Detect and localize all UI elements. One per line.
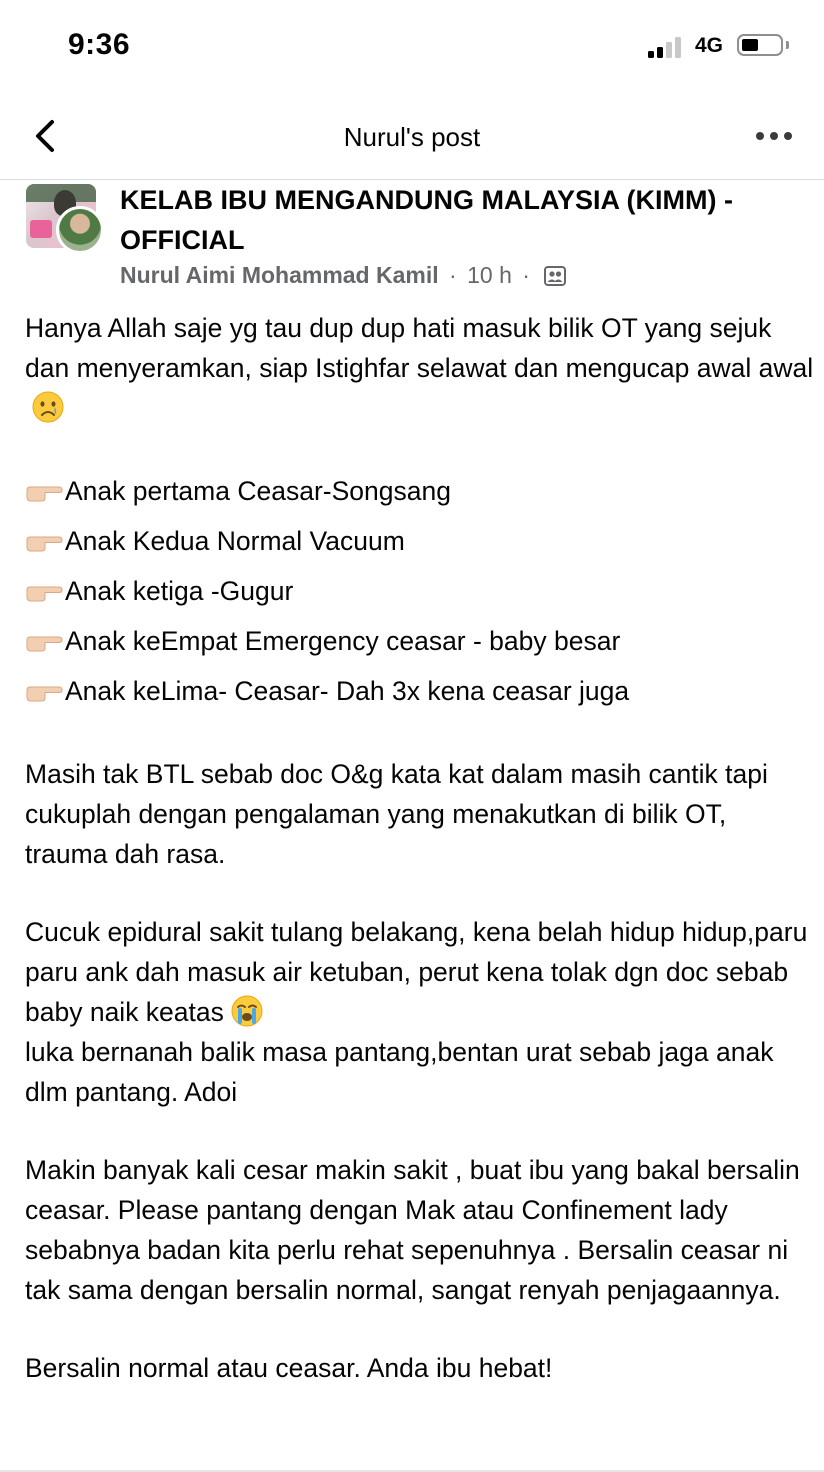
author-name-link[interactable]: Nurul Aimi Mohammad Kamil [120,262,439,288]
list-item-text: Anak keEmpat Emergency ceasar - baby besar [65,626,621,656]
author-avatar[interactable] [56,206,104,254]
list-item [25,516,815,566]
pointing-hand-icon [25,581,63,603]
post-paragraph: luka bernanah balik masa pantang,bentan urat sebab jaga anak dlm pantang. Adoi [25,1037,774,1107]
list-item-text: Anak pertama Ceasar-Songsang [65,476,451,506]
post-intro [25,308,815,428]
list-item-text: Anak ketiga -Gugur [65,576,294,606]
post-paragraph: Masih tak BTL sebab doc O&g kata kat dalam masih cantik tapi cukuplah dengan pengalaman yang menakutkan di bilik OT, trauma dah rasa. [25,759,768,869]
meta-separator: · [449,262,457,288]
list-item [25,616,815,666]
crying-face-icon [31,390,65,424]
battery-tip [786,41,789,49]
post-paragraph: Bersalin normal atau ceasar. Anda ibu hebat! [25,1353,553,1383]
post-time[interactable]: 10 h [467,262,512,288]
post-paragraph [25,912,815,1032]
status-time: 9:36 [68,28,131,61]
list-item [25,666,815,716]
pointing-hand-icon [25,481,63,503]
post-paragraph: Makin banyak kali cesar makin sakit , buat ibu yang bakal bersalin ceasar. Please pantang dengan Mak atau Confinement lady sebabnya badan kita perlu rehat sepenuhnya . Bersalin ceasar ni tak sama dengan bersalin normal, sangat renyah penjagaannya. [25,1155,800,1305]
group-members-icon [544,266,566,286]
loudly-crying-face-icon [230,994,264,1028]
list-item [25,466,815,516]
post-body [25,308,815,1388]
list-item [25,566,815,616]
pointing-hand-icon [25,531,63,553]
group-name-link[interactable]: KELAB IBU MENGANDUNG MALAYSIA (KIMM) - OFFICIAL [120,185,733,255]
pointing-hand-icon [25,631,63,653]
more-options-button[interactable] [756,130,794,142]
post-paragraph-text: Cucuk epidural sakit tulang belakang, kena belah hidup hidup,paru paru ank dah masuk air ketuban, perut kena tolak dgn doc sebab baby naik keatas [25,917,808,1027]
pointing-hand-icon [25,681,63,703]
status-bar [0,0,824,92]
list-item-text: Anak Kedua Normal Vacuum [65,526,405,556]
cellular-signal-icon [648,36,686,58]
list-item-text: Anak keLima- Ceasar- Dah 3x kena ceasar juga [65,676,630,706]
nav-bar [0,92,824,180]
meta-separator: · [522,262,530,288]
battery-icon [737,34,783,56]
post-intro-text: Hanya Allah saje yg tau dup dup hati masuk bilik OT yang sejuk dan menyeramkan, siap Istighfar selawat dan mengucap awal awal [25,313,814,383]
page-title: Nurul's post [343,122,481,152]
network-type: 4G [695,34,724,57]
post-meta [120,262,566,289]
